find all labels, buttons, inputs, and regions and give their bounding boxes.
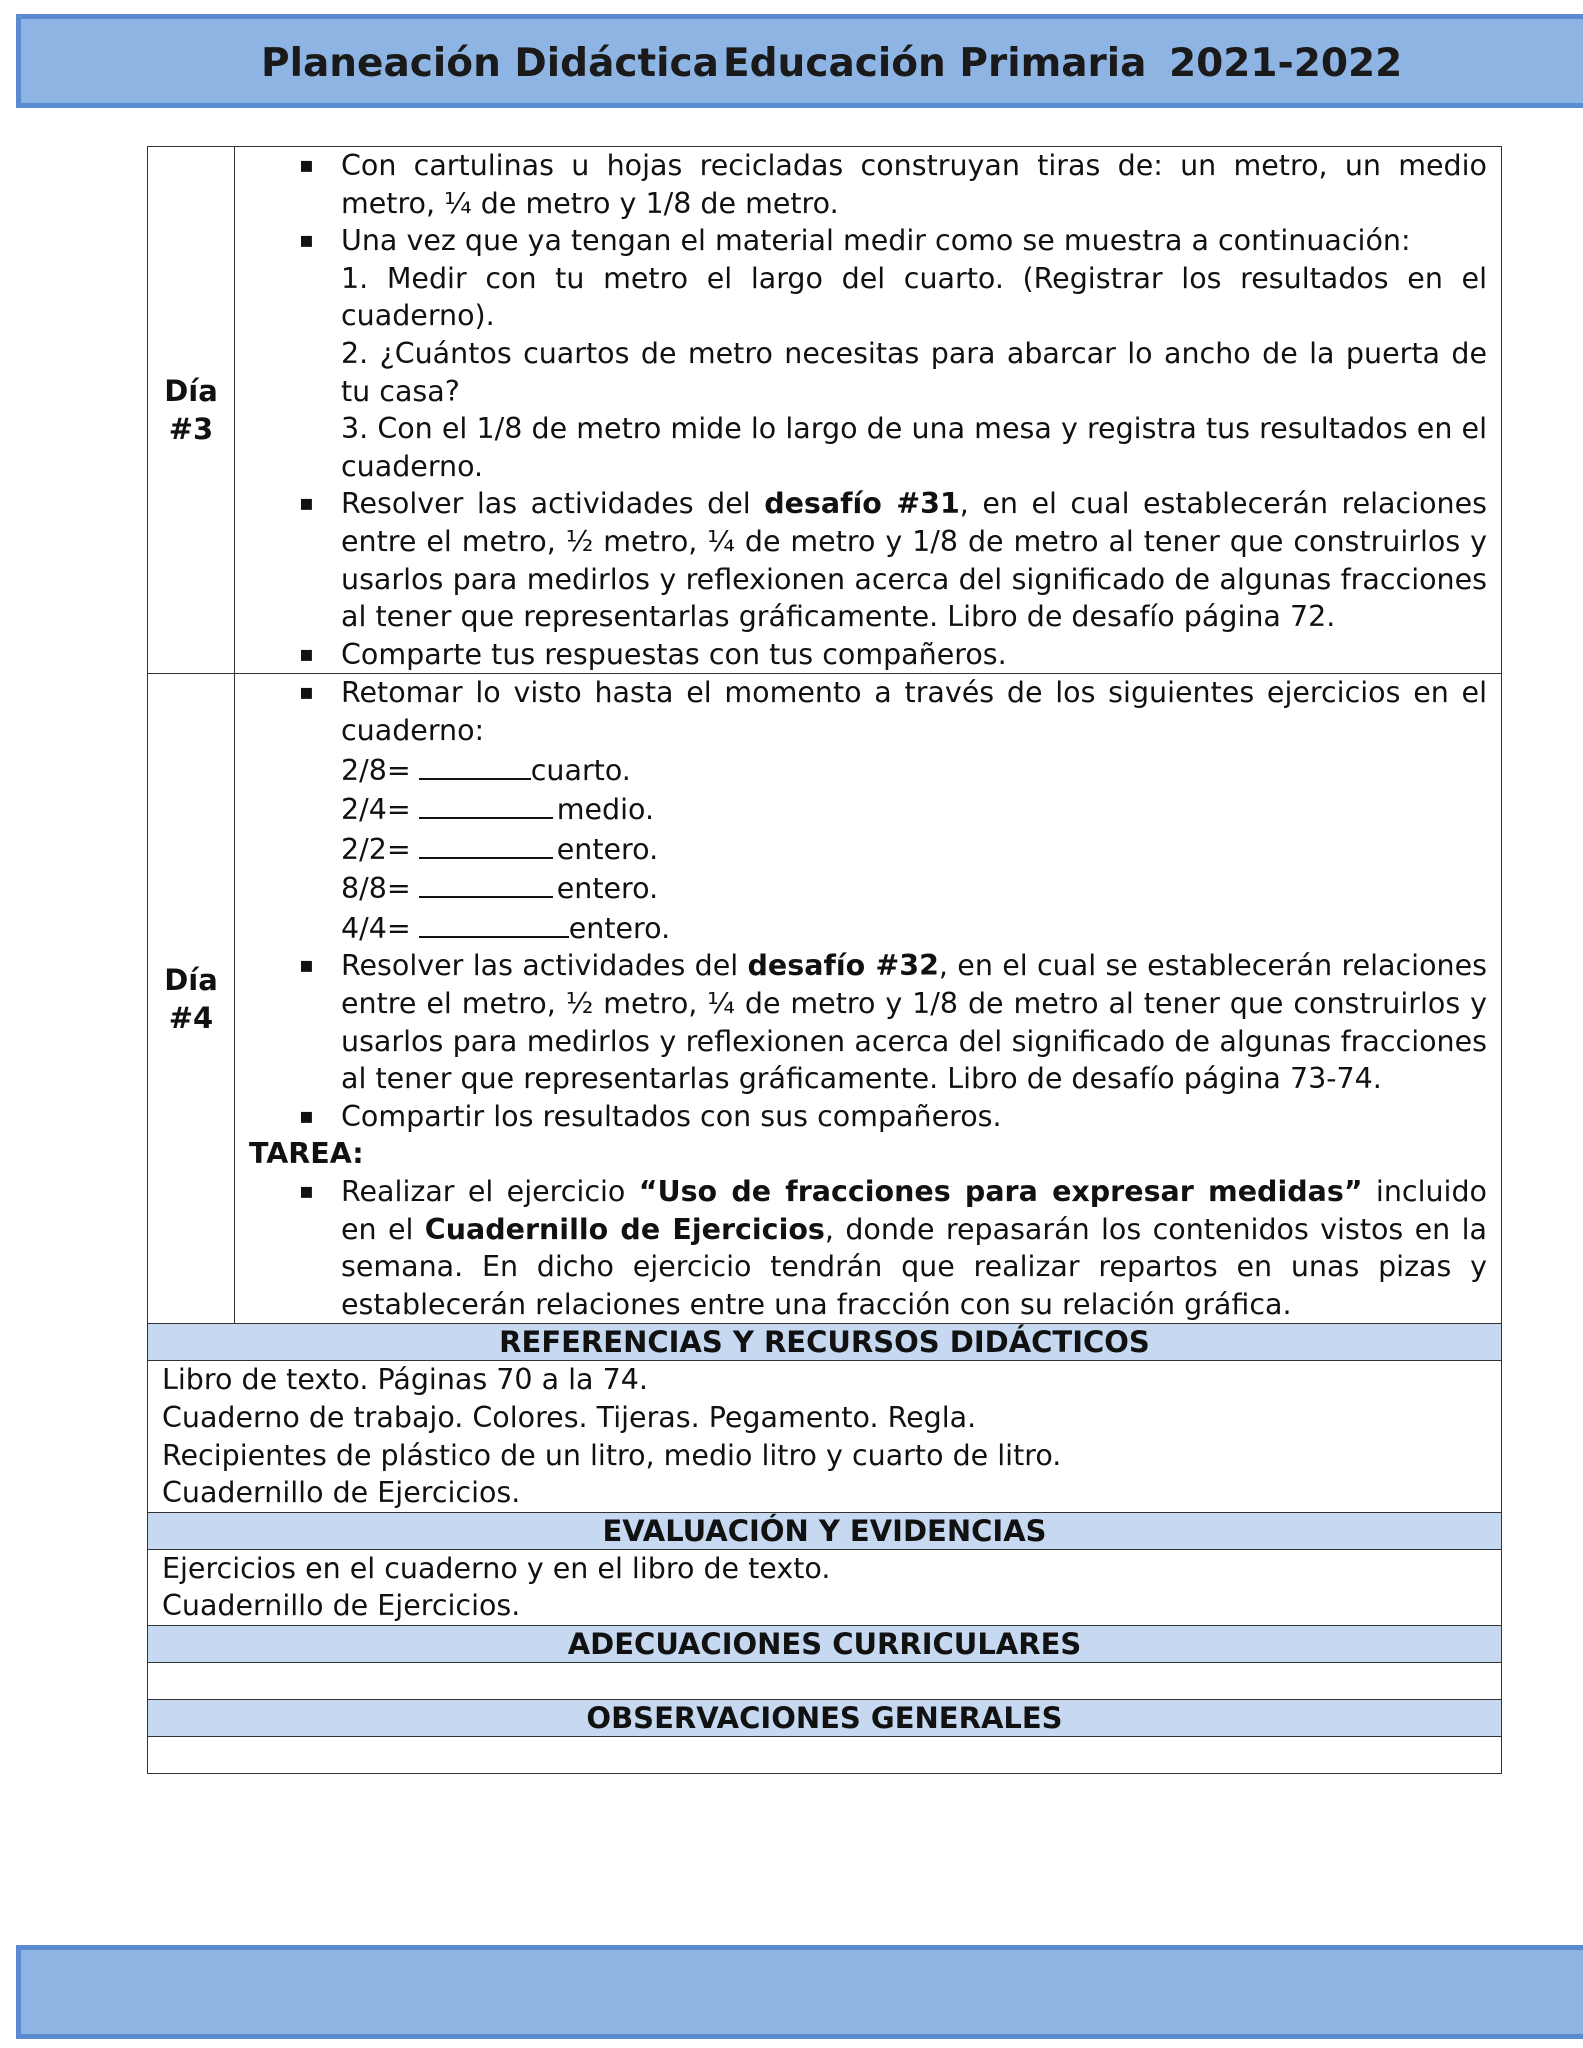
section-body-observaciones xyxy=(148,1736,1502,1773)
blank-line xyxy=(419,868,553,898)
day-4-content xyxy=(235,674,1502,1324)
step-item: 1. Medir con tu metro el largo del cuarto. (Registrar los resultados en el cuaderno). xyxy=(341,261,1487,333)
blank-line xyxy=(419,750,531,780)
list-item: ▪ Con cartulinas u hojas recicladas construyan tiras de: un metro, un medio metro, ¼ de metro y 1/8 de metro. xyxy=(249,147,1487,222)
exercise-line: 8/8= entero. xyxy=(249,868,1487,908)
row-dia-3 xyxy=(148,147,1502,674)
list-item: ▪ Compartir los resultados con sus compañeros. xyxy=(249,1098,1487,1136)
list-item: ▪ Retomar lo visto hasta el momento a través de los siguientes ejercicios en el cuaderno: xyxy=(249,674,1487,749)
list-item: ▪ Resolver las actividades del desafío #31, en el cual establecerán relaciones entre el metro, ½ metro, ¼ de metro y 1/8 de metro al tener que construirlos y usarlos para medirlos y reflexionen acerca del significado de algunas fracciones al tener que representarlas gráficamente. Libro de desafío página 72. xyxy=(249,485,1487,635)
step-item: 3. Con el 1/8 de metro mide lo largo de una mesa y registra tus resultados en el cuaderno. xyxy=(341,412,1487,483)
section-heading-observaciones: OBSERVACIONES GENERALES xyxy=(148,1699,1502,1736)
section-heading-adecuaciones: ADECUACIONES CURRICULARES xyxy=(148,1625,1502,1662)
blank-line xyxy=(419,789,553,819)
list-item: ▪ Comparte tus respuestas con tus compañeros. xyxy=(249,636,1487,674)
blank-line xyxy=(419,829,553,859)
section-body-evaluacion: Ejercicios en el cuaderno y en el libro de texto. Cuadernillo de Ejercicios. xyxy=(148,1549,1502,1625)
list-item: ▪ Realizar el ejercicio “Uso de fracciones para expresar medidas” incluido en el Cuadernillo de Ejercicios, donde repasarán los contenidos vistos en la semana. En dicho ejercicio tendrán que realizar repartos en unas pizas y establecerán relaciones entre una fracción con su relación gráfica. xyxy=(249,1173,1487,1323)
tarea-label: TAREA: xyxy=(249,1137,364,1171)
exercise-line: 2/4= medio. xyxy=(249,789,1487,829)
exercise-line: 2/8= cuarto. xyxy=(249,750,1487,790)
day-3-label: Día #3 xyxy=(148,147,235,674)
header-year: 2021-2022 xyxy=(1169,41,1403,86)
section-body-adecuaciones xyxy=(148,1662,1502,1699)
desafio-32: desafío #32 xyxy=(747,949,939,983)
exercise-line: 2/2= entero. xyxy=(249,829,1487,869)
step-item: 2. ¿Cuántos cuartos de metro necesitas para abarcar lo ancho de la puerta de tu casa? xyxy=(341,336,1487,408)
footer-banner xyxy=(16,1945,1583,2039)
row-dia-4 xyxy=(148,674,1502,1324)
header-title: Planeación Didáctica xyxy=(261,41,719,86)
list-item: ▪ Resolver las actividades del desafío #32, en el cual se establecerán relaciones entre el metro, ½ metro, ¼ de metro y 1/8 de metro al tener que construirlos y usarlos para medirlos y reflexionen acerca del significado de algunas fracciones al tener que representarlas gráficamente. Libro de desafío página 73-74. xyxy=(249,947,1487,1097)
section-body-referencias: Libro de texto. Páginas 70 a la 74. Cuaderno de trabajo. Colores. Tijeras. Pegamento. Regla. Recipientes de plástico de un litro, medio litro y cuarto de litro. Cuadernillo de Ejercicios. xyxy=(148,1361,1502,1512)
blank-line xyxy=(419,908,569,938)
desafio-31: desafío #31 xyxy=(764,487,960,521)
list-item: ▪ Una vez que ya tengan el material medir como se muestra a continuación: xyxy=(249,222,1487,260)
header-banner xyxy=(16,14,1583,108)
day-4-label: Día #4 xyxy=(148,674,235,1324)
header-level: Educación Primaria xyxy=(723,41,1147,86)
section-heading-referencias: REFERENCIAS Y RECURSOS DIDÁCTICOS xyxy=(148,1324,1502,1361)
section-heading-evaluacion: EVALUACIÓN Y EVIDENCIAS xyxy=(148,1512,1502,1549)
day-3-content xyxy=(235,147,1502,674)
planning-table xyxy=(147,146,1502,1774)
exercise-line: 4/4= entero. xyxy=(249,908,1487,948)
